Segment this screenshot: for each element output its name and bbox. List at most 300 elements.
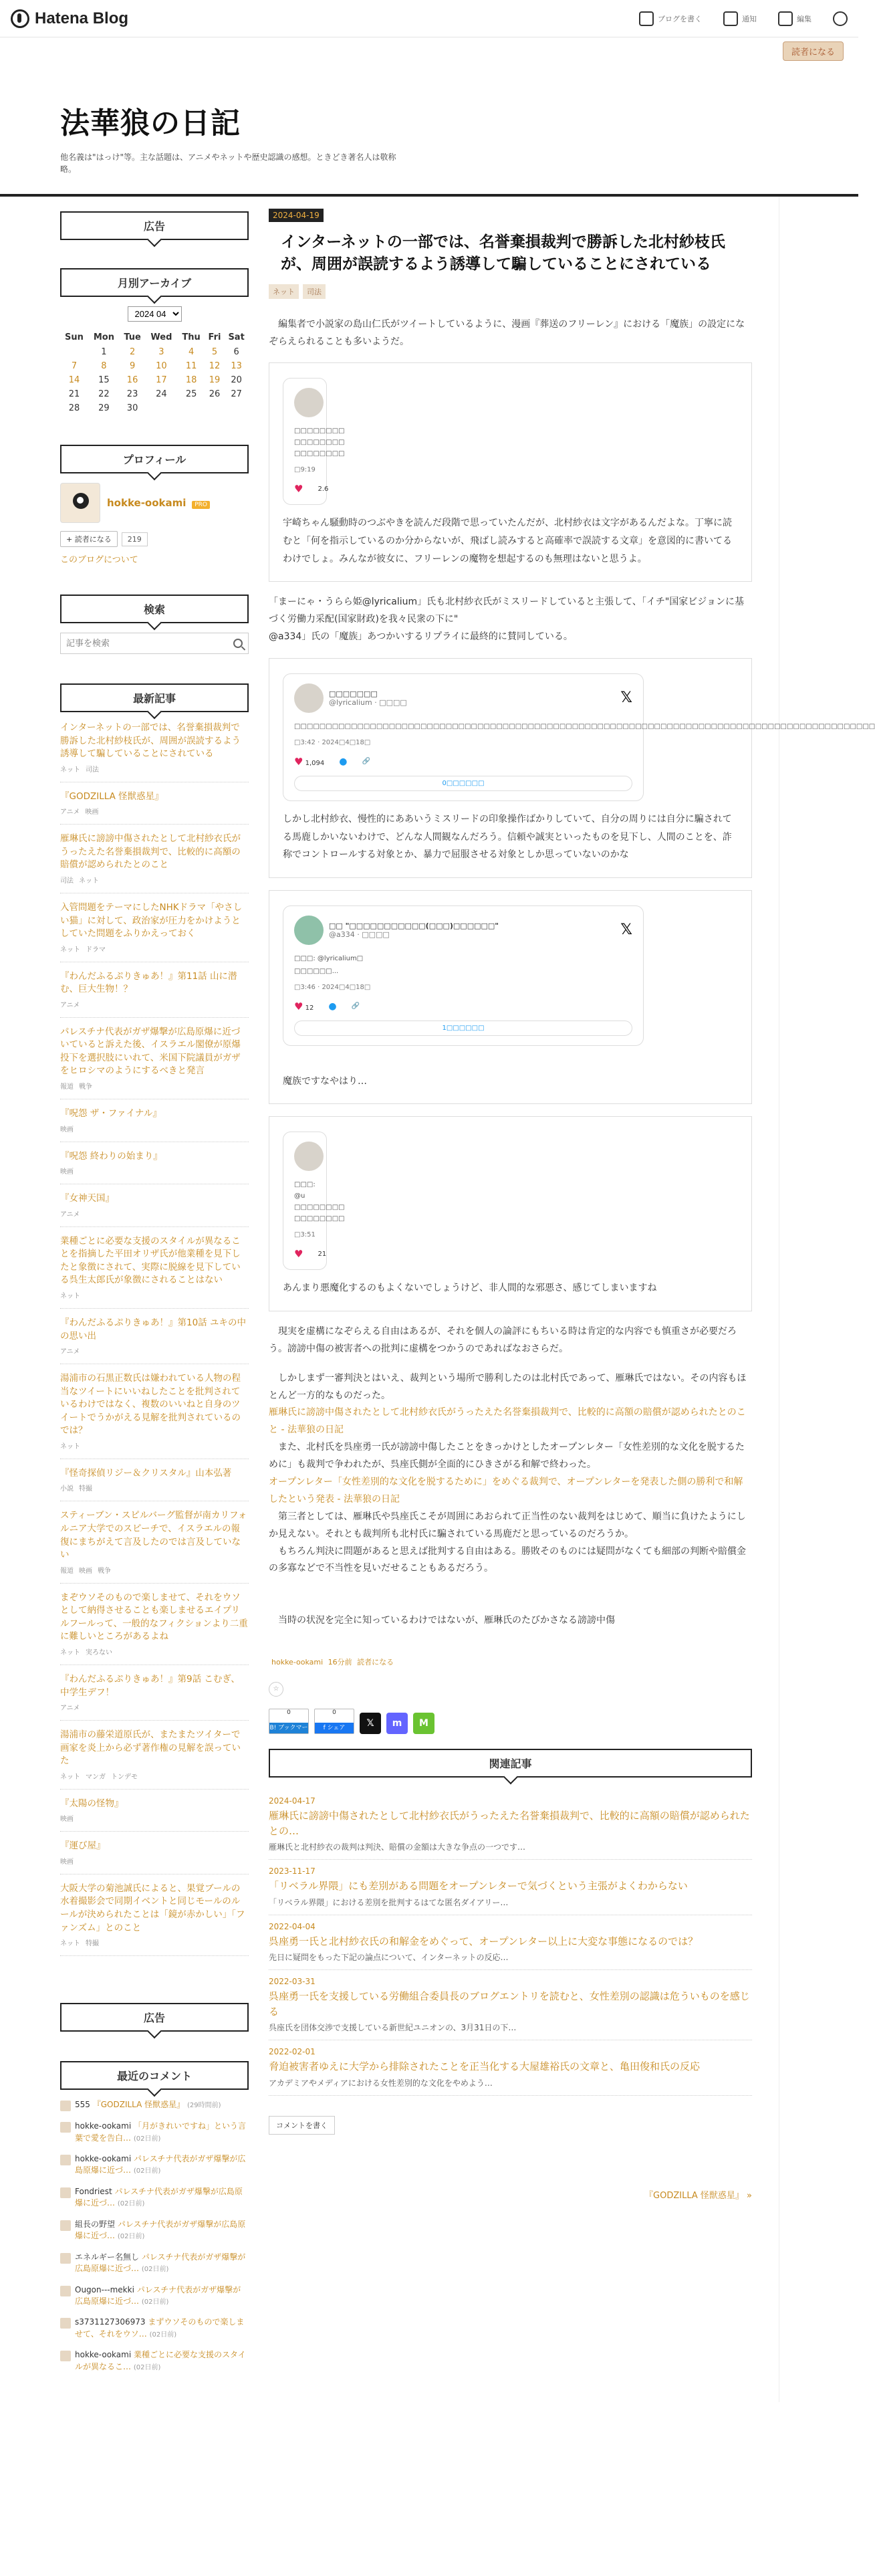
calendar-weekday: Thu [182, 332, 201, 342]
comment-post-link[interactable]: パレスチナ代表がガザ爆撃が広島原爆に近づ… [75, 2186, 243, 2208]
reply-icon[interactable]: ● [328, 1000, 337, 1012]
calendar-weekday: Sat [228, 332, 245, 342]
recent-post-categories [60, 1440, 249, 1451]
recent-post-categories [60, 1646, 249, 1656]
user-avatar-icon [60, 2101, 71, 2111]
tweet-reply-to: □□□: @lyricalium□ [294, 954, 364, 962]
recent-post-item [60, 1840, 249, 1874]
calendar-day[interactable]: 12 [209, 361, 221, 371]
recent-posts-list [60, 722, 249, 1956]
comment-time: (02日前) [141, 2298, 169, 2306]
comments-section [60, 2061, 249, 2373]
post-footer-meta [269, 1656, 752, 1667]
recent-post-categories [60, 1081, 249, 1091]
profile-section [60, 445, 249, 565]
profile-subscribe-row [60, 531, 249, 547]
profile-heading: プロフィール [60, 445, 249, 473]
comment-user[interactable]: hokke-ookami [75, 2121, 132, 2131]
category-link[interactable]: マンガ [86, 1773, 106, 1781]
recent-post-categories [60, 1813, 249, 1823]
category-link[interactable]: ネット [60, 1773, 80, 1781]
paragraph: また、北村氏を呉座勇一氏が謗謗中傷したことをきっかけとしたオープンレター「女性差別的な文化を脱するために」も裁判で争われたが、呉座氏側が全面的にひきさがる和解で終わった。 [269, 1442, 745, 1471]
calendar-day[interactable]: 2 [129, 347, 136, 357]
calendar-day[interactable]: 11 [185, 361, 197, 371]
calendar-weekday: Tue [124, 332, 141, 342]
tweet-text: □□□□□□□□ [294, 427, 345, 435]
calendar-day [145, 401, 177, 415]
comment-post-link[interactable]: 「月がきれいですね」という言葉で愛を告白… [75, 2121, 246, 2143]
embedded-tweet[interactable] [283, 905, 644, 1046]
heart-icon[interactable]: ♥ [294, 1000, 303, 1012]
facebook-share-button[interactable]: 0 f シェア [314, 1709, 354, 1734]
related-article [269, 2040, 752, 2096]
related-date: 2024-04-17 [269, 1796, 316, 1806]
recent-post-categories [60, 1346, 249, 1356]
post-title[interactable]: インターネットの一部では、名誉棄損裁判で勝訴した北村紗枝氏が、周囲が誤読するよう誘導して騙していることにされている [281, 233, 725, 274]
calendar-weekday: Wed [150, 332, 172, 342]
calendar-day: 26 [209, 389, 221, 399]
inline-link[interactable]: オープンレター「女性差別的な文化を脱するために」をめぐる裁判で、オープンレターを発表した側の勝利で和解したという発表 - 法華狼の日記 [269, 1477, 743, 1505]
comment-post-link[interactable]: パレスチナ代表がガザ爆撃が広島原爆に近づ… [75, 2219, 246, 2241]
calendar-day [178, 401, 205, 415]
read-replies-button[interactable]: 0□□□□□□ [294, 776, 632, 791]
category-link[interactable]: アニメ [60, 1210, 80, 1218]
blockquote [269, 890, 752, 1105]
comment-item [60, 2284, 249, 2308]
blockquote [269, 362, 752, 582]
calendar-weekday: Fri [208, 332, 221, 342]
category-link[interactable]: アニメ [60, 1705, 80, 1713]
recent-post-link[interactable]: 湯浦市の石黒正数氏は嫌われている人物の程当なツイートにいいねしたことを批判されているわけではなく、複数のいいねと自身のツイートでうかがえる見解を批判されているのでは？ [60, 1373, 241, 1436]
ad-heading: 広告 [60, 211, 249, 240]
comment-item [60, 2186, 249, 2210]
calendar-day: 28 [68, 403, 80, 413]
add-star-button[interactable]: ☆ [269, 1682, 283, 1697]
blog-header [0, 64, 858, 197]
related-title-link[interactable]: 脅迫被害者ゆえに大学から排除されたことを正当化する大屋雄裕氏の文章と、亀田俊和氏の反応 [269, 2060, 701, 2073]
search-box [60, 633, 249, 654]
subscribe-button[interactable]: 読者になる [783, 41, 844, 61]
recent-post-item [60, 1372, 249, 1459]
related-title-link[interactable]: 呉座勇一氏を支援している労働組合委員長のブログエントリを読むと、女性差別の認識は危ういものを感じる [269, 1990, 750, 2018]
recent-post-link[interactable]: 『わんだふるぷりきゅあ！』第9話 こむぎ、中学生デフ！ [60, 1673, 240, 1698]
tweet-author-name[interactable]: □□ "□□□□□□□□□□□(□□□)□□□□□□" [329, 921, 499, 930]
category-tag[interactable]: 司法 [303, 284, 326, 299]
related-title-link[interactable]: 呉座勇一氏と北村紗衣氏の和解金をめぐって、オープンレター以上に大変な事態になるのでは？ [269, 1935, 699, 1947]
comment-time: (02日前) [149, 2331, 177, 2339]
user-avatar-icon [60, 2122, 71, 2133]
comment-post-link[interactable]: パレスチナ代表がガザ爆撃が広島原爆に近づ… [75, 2284, 241, 2306]
paragraph: 現実を虚構になぞらえる自由はあるが、それを個人の論評にもちいる時は肯定的な内容でも慎重さが必要だろう。謗謗中傷の被害者への批判に虚構をつかうのであればなおさらだ。 [269, 1325, 737, 1354]
recent-post-link[interactable]: 『GODZILLA 怪獣惑星』 [60, 790, 164, 802]
heart-icon[interactable]: ♥ [294, 755, 303, 768]
category-link[interactable]: ネット [60, 946, 80, 954]
archive-month-select[interactable] [128, 306, 182, 322]
category-link[interactable]: 司法 [60, 877, 74, 885]
paragraph: 第三者としては、雁琳氏や呉座氏こそが周囲にあおられて正当性のない裁判をはじめて、順当に負けたようにしか見えない。それとも裁判所も北村氏に騙されている馬鹿だと思っているのだろうか。 [269, 1511, 746, 1539]
category-link[interactable]: 特撮 [79, 1485, 92, 1493]
tweet-handle[interactable]: @lyricalium · □□□□ [329, 697, 407, 707]
tweet-likes: 12 [305, 1004, 314, 1012]
calendar-day[interactable]: 4 [188, 347, 195, 357]
next-post-link[interactable]: 『GODZILLA 怪獣惑星』 » [644, 2190, 752, 2201]
category-link[interactable]: ネット [60, 1292, 80, 1300]
user-menu-button[interactable] [833, 11, 848, 26]
calendar-day[interactable]: 16 [126, 375, 138, 385]
quoted-text: 宇崎ちゃん騒動時のつぶやきを読んだ段階で思っていたんだが、北村紗衣は文字があるんだよな。丁寧に読むと「何を指示しているのか分からないが、飛ばし読みすると高確率で誤読する文章」を意図的に書いてるわけでしょ。みんなが彼女に、フリーレンの魔物を想起するのも無理はないと思うよ。 [283, 518, 732, 564]
bell-icon [723, 11, 738, 26]
recent-post-link[interactable]: 大阪大学の菊池誠氏によると、果覚ブールの水着撮影会で同期イベントと同じモールのルールが決められたことは「鏡が赤かしい」「ファンズム」とのこと [60, 1883, 245, 1933]
recent-post-link[interactable]: 『女神天国』 [60, 1193, 114, 1204]
calendar-day[interactable]: 14 [68, 375, 80, 385]
tweet-avatar [294, 683, 324, 713]
blockquote [269, 1116, 752, 1311]
post-date[interactable]: 2024-04-19 [269, 209, 324, 222]
reply-icon[interactable]: ● [339, 756, 348, 767]
paragraph: 当時の状況を完全に知っているわけではないが、雁琳氏のたびかさなる謗謗中傷 [278, 1615, 615, 1626]
comment-post-link[interactable]: パレスチナ代表がガザ爆撃が広島原爆に近づ… [75, 2252, 246, 2274]
mastodon-share-button[interactable] [386, 1713, 408, 1734]
comment-item [60, 2317, 249, 2340]
related-excerpt: 呉座氏を団体交渉で支援している新世紀ユニオンの、3月31日の下… [269, 2023, 517, 2033]
calendar-day[interactable]: 18 [185, 375, 197, 385]
permalink[interactable]: 16分前 [328, 1658, 352, 1667]
calendar-day[interactable]: 10 [156, 361, 167, 371]
recent-post-categories [60, 1208, 249, 1218]
calendar-day [60, 345, 88, 359]
category-link[interactable]: 映画 [79, 1567, 92, 1575]
recent-post-categories [60, 944, 249, 954]
share-buttons [269, 1709, 752, 1743]
ad2-section [60, 2003, 249, 2032]
subscribe-bar [0, 37, 858, 64]
category-link[interactable]: ネット [60, 1940, 80, 1948]
recent-post-link[interactable]: 入管問題をテーマにしたNHKドラマ「やさしい猫」に対して、政治家が圧力をかけようとしていた問題をふりかえっておく [60, 901, 243, 940]
recent-post-link[interactable]: 『運び屋』 [60, 1840, 106, 1852]
recent-post-categories [60, 1290, 249, 1300]
edit-icon [778, 11, 793, 26]
related-excerpt: 雁琳氏と北村紗衣の裁判は判決、賠償の金額は大きな争点の一つです… [269, 1842, 526, 1852]
recent-post-categories [60, 1166, 249, 1176]
calendar-day: 6 [233, 347, 239, 357]
search-heading: 検索 [60, 595, 249, 623]
comment-time: (02日前) [117, 2200, 145, 2208]
recent-post-link[interactable]: 湯浦市の藤栄道原氏が、またまたツイターで画家を炎上から必ず著作権の見解を誤っていた [60, 1729, 241, 1767]
embedded-tweet[interactable] [283, 378, 345, 505]
embedded-tweet[interactable] [283, 1132, 345, 1270]
comment-post-link[interactable]: パレスチナ代表がガザ爆撃が広島原爆に近づ… [75, 2154, 246, 2175]
hatena-bookmark-button[interactable]: 0 B! ブックマーク [269, 1709, 308, 1743]
comment-post-link[interactable]: 業種ごとに必要な支援のスタイルが異なるこ… [75, 2350, 246, 2371]
search-input[interactable] [66, 639, 213, 649]
post-categories [269, 284, 752, 299]
calendar-day: 20 [231, 375, 242, 385]
inline-link[interactable]: 雁琳氏に謗謗中傷されたとして北村紗衣氏がうったえた名誉棄損裁判で、比較的に高額の賠償が認められたとのこと - 法華狼の日記 [269, 1407, 746, 1436]
recent-post-categories [60, 1565, 249, 1575]
comment-user[interactable]: hokke-ookami [75, 2154, 132, 2164]
ad-section [60, 211, 249, 240]
category-link[interactable]: アニメ [60, 1348, 80, 1356]
recent-post-item [60, 1883, 249, 1956]
paragraph: もちろん判決に問題があると思えば批判する自由はある。勝敗そのものには疑問がなくても細部の判断や賠償金の多寡などで不当性を見いだせることもあるだろう。 [269, 1545, 746, 1574]
calendar-day: 21 [68, 389, 80, 399]
tweet-likes: 2.6 [318, 485, 329, 493]
profile-subscribe-button[interactable]: + 読者になる [60, 531, 118, 547]
header-actions [639, 11, 848, 26]
comment-time: (29時間前) [186, 2102, 221, 2110]
calendar-weekday: Sun [65, 332, 84, 342]
footer-subscribe-link[interactable]: 読者になる [357, 1658, 394, 1667]
user-avatar-icon [60, 2220, 71, 2231]
calendar-day: 23 [126, 389, 138, 399]
recent-post-categories [60, 1856, 249, 1866]
recent-post-item [60, 1235, 249, 1309]
facebook-count: 0 [332, 1709, 336, 1717]
comment-user[interactable]: Fondriest [75, 2186, 112, 2196]
related-date: 2023-11-17 [269, 1866, 316, 1876]
tweet-author-name[interactable]: □□□□□□□ [329, 689, 378, 698]
comment-item [60, 2349, 249, 2373]
calendar-day[interactable]: 17 [156, 375, 167, 385]
tweet-time[interactable]: □3:42 · 2024□4□18□ [294, 738, 371, 746]
recent-post-item [60, 833, 249, 893]
profile-card [60, 483, 249, 523]
user-avatar-icon [60, 2286, 71, 2296]
profile-name-link[interactable]: hokke-ookami [107, 497, 186, 509]
recent-post-link[interactable]: 『わんだふるぷりきゅあ！』第11話 山に潜む、巨大生物！？ [60, 970, 237, 995]
comment-user[interactable]: 555 [75, 2100, 90, 2110]
author-link[interactable]: hokke-ookami [271, 1658, 324, 1667]
related-list [269, 1790, 752, 2096]
recent-post-categories [60, 1123, 249, 1134]
recent-post-item [60, 1729, 249, 1790]
recent-post-link[interactable]: 雁琳氏に謗謗中傷されたとして北村紗衣氏がうったえた名誉棄損裁判で、比較的に高額の賠償が認められたとのこと [60, 833, 241, 871]
category-link[interactable]: 司法 [86, 766, 99, 774]
read-replies-button[interactable]: 1□□□□□□ [294, 1021, 632, 1036]
mastodon-icon: m [392, 1718, 402, 1729]
tweet-avatar [294, 1142, 324, 1171]
calendar-day[interactable]: 8 [101, 361, 107, 371]
paragraph: @a334」氏の「魔族」あつかいするリプライに最終的に賛同している。 [269, 631, 573, 643]
tweet-likes: 1,094 [305, 759, 325, 767]
recent-post-categories [60, 806, 249, 816]
related-date: 2022-03-31 [269, 1977, 316, 1987]
paragraph: 編集者で小説家の島山仁氏がツイートしているように、漫画『葬送のフリーレン』における「魔族」の設定になぞらえられることも多いようだ。 [269, 318, 745, 347]
recent-post-item [60, 1107, 249, 1142]
x-logo-icon[interactable]: 𝕏 [620, 922, 632, 939]
recent-post-link[interactable]: 『呪怨 終わりの始まり』 [60, 1150, 162, 1162]
calendar-day: 15 [98, 375, 110, 385]
recent-post-categories [60, 1937, 249, 1947]
paragraph: 「まーにゃ・うらら姫@lyricalium」氏も北村紗衣氏がミスリードしていると主張して、「イチ"国家ビジョンに基づく労働力采配(国家財政)を我々民衆の下に" [269, 597, 744, 625]
pro-badge: PRO [192, 501, 210, 509]
related-excerpt: アカデミアやメディアにおける女性差別的な文化をやめよう… [269, 2078, 493, 2088]
x-logo-icon[interactable]: 𝕏 [620, 689, 632, 707]
tweet-avatar [294, 916, 324, 945]
hatena-brand[interactable] [11, 9, 128, 28]
category-link[interactable]: 特撮 [86, 1940, 99, 1948]
misskey-share-button[interactable] [413, 1713, 434, 1734]
category-link[interactable]: ネット [60, 766, 80, 774]
category-link[interactable]: ネット [60, 1648, 80, 1656]
write-blog-button[interactable]: ブログを書く [639, 11, 702, 26]
calendar-day: 24 [156, 389, 167, 399]
related-article [269, 1860, 752, 1915]
related-heading: 関連記事 [269, 1749, 752, 1778]
calendar-day[interactable]: 9 [129, 361, 136, 371]
calendar-day: 30 [126, 403, 138, 413]
category-link[interactable]: アニメ [60, 809, 80, 817]
recent-post-link[interactable]: 『怪奇探偵リジー＆クリスタル』山本弘著 [60, 1467, 232, 1479]
comment-post-link[interactable]: 『GODZILLA 怪獣惑星』 [92, 2100, 185, 2110]
category-link[interactable]: 実ろない [86, 1648, 112, 1656]
tweet-handle[interactable]: @a334 · □□□□ [329, 930, 390, 939]
comment-time: (02日前) [133, 2135, 161, 2143]
recent-post-link[interactable]: パレスチナ代表がガザ爆撃が広島原爆に近づいていると訴えた後、イスラエル閣僚が原爆投下を選択肢にいれて、米国下院議員がガザをヒロシマのようにするべきと発言 [60, 1026, 241, 1077]
recent-post-item [60, 790, 249, 825]
category-link[interactable]: ネット [60, 1442, 80, 1451]
related-title-link[interactable]: 雁琳氏に謗謗中傷されたとして北村紗衣氏がうったえた名誉棄損裁判で、比較的に高額の賠償が認められたとの… [269, 1810, 750, 1837]
recent-post-categories [60, 875, 249, 885]
calendar-day [224, 401, 249, 415]
related-title-link[interactable]: 「リベラル界隈」にも差別がある問題をオープンレターで気づくという主張がよくわからない [269, 1880, 688, 1893]
calendar-day[interactable]: 19 [209, 375, 221, 385]
recent-post-item [60, 1467, 249, 1502]
recent-post-link[interactable]: 『呪怨 ザ・ファイナル』 [60, 1108, 162, 1119]
recent-post-link[interactable]: 業種ごとに必要な支援のスタイルが異なることを指摘した平田オリザ氏が他業種を見下したと象徴にされて、実際に脱線を見下している呉生太郎氏が象徴にされることはない [60, 1235, 241, 1286]
embedded-tweet[interactable] [283, 673, 875, 801]
heart-icon[interactable]: ♥ [294, 483, 303, 496]
recent-post-link[interactable]: 『太陽の怪物』 [60, 1798, 124, 1809]
x-share-button[interactable] [360, 1713, 381, 1734]
tweet-time[interactable]: □3:46 · 2024□4□18□ [294, 983, 371, 991]
calendar-day[interactable]: 3 [158, 347, 164, 357]
quoted-text: あんまり悪魔化するのもよくないでしょうけど、非人間的な邪悪さ、感じてしまいますね [283, 1283, 657, 1294]
comment-time: (02日前) [117, 2233, 145, 2241]
category-link[interactable]: 映画 [85, 809, 99, 817]
recent-post-item [60, 722, 249, 782]
recent-post-link[interactable]: インターネットの一部では、名誉棄損裁判で勝訴した北村紗枝氏が、周囲が誤読するよう誘導して騙していることにされている [60, 722, 241, 760]
tweet-likes: 21 [318, 1250, 327, 1258]
user-avatar-icon [60, 2187, 71, 2198]
user-avatar-icon [60, 2351, 71, 2361]
related-date: 2022-04-04 [269, 1921, 316, 1931]
recent-post-categories [60, 764, 249, 774]
comment-item [60, 2099, 249, 2111]
tweet-text: □□□□□□□□ [294, 439, 345, 447]
calendar-day [205, 401, 225, 415]
recent-post-link[interactable]: スティーブン・スピルバーグ監督が南カリフォルニア大学でのスピーチで、イスラエルの報復にまちがえて言及したのでは言及していない [60, 1510, 247, 1561]
calendar-day: 29 [98, 403, 110, 413]
comment-user[interactable]: エネルギー名無し [75, 2252, 140, 2262]
comment-user[interactable]: Ougon---mekki [75, 2284, 134, 2294]
category-link[interactable]: 映画 [60, 1125, 74, 1134]
tweet-text: □□□: @u [294, 1181, 316, 1200]
recent-post-item [60, 1673, 249, 1721]
tweet-avatar [294, 388, 324, 417]
tweet-text: □□□□□□□□ [294, 450, 345, 458]
archive-calendar [60, 330, 249, 415]
category-link[interactable]: トンデモ [111, 1773, 138, 1781]
category-link[interactable]: ドラマ [86, 946, 106, 954]
category-link[interactable]: 報道 [60, 1083, 74, 1091]
tweet-text: □□□□□□□□ [294, 1204, 345, 1212]
hatena-logo-icon [11, 9, 29, 28]
category-link[interactable]: 映画 [60, 1858, 74, 1866]
comment-item [60, 2121, 249, 2144]
comment-time: (02日前) [133, 2167, 161, 2175]
write-comment-button[interactable]: コメントを書く [269, 2116, 335, 2135]
edit-button[interactable]: 編集 [778, 11, 811, 26]
recent-posts-section [60, 683, 249, 1956]
category-link[interactable]: 小説 [60, 1485, 74, 1493]
heart-icon[interactable]: ♥ [294, 1248, 303, 1261]
blog-description: 他名義は"はっけ"等。主な話題は、アニメやネットや歴史認識の感想。ときどき著名人は敬称略。 [60, 152, 396, 174]
paragraph: しかしまず一審判決とはいえ、裁判という場所で勝利したのは北村氏であって、雁琳氏ではない。その内容もほとんど一方的なものだった。 [269, 1372, 747, 1401]
calendar-day[interactable]: 13 [231, 361, 242, 371]
recent-post-item [60, 1317, 249, 1364]
recent-post-link[interactable]: まぞウソそのもので楽しませて、それをウソとして納得させることも楽しませるエイプリルフールって、一般的なフィクションより二重に難しいところがあるよね [60, 1592, 248, 1642]
recent-post-item [60, 1192, 249, 1227]
recent-post-item [60, 970, 249, 1018]
notifications-button[interactable]: 通知 [723, 11, 757, 26]
category-tag[interactable]: ネット [269, 284, 299, 299]
recent-post-categories [60, 1771, 249, 1781]
quoted-text: 魔族ですなやはり… [283, 1075, 367, 1087]
related-date: 2022-02-01 [269, 2047, 316, 2057]
calendar-day: 22 [98, 389, 110, 399]
recent-post-item [60, 1592, 249, 1665]
category-link[interactable]: 戦争 [79, 1083, 92, 1091]
category-link[interactable]: アニメ [60, 1001, 80, 1009]
archive-section [60, 268, 249, 415]
content-wrap [0, 197, 875, 2402]
comment-time: (02日前) [133, 2363, 161, 2371]
misskey-icon: M [419, 1718, 428, 1729]
category-link[interactable]: 映画 [60, 1168, 74, 1176]
comment-post-link[interactable]: まずウソそのもので楽しませて、それをウソ… [75, 2317, 245, 2339]
recent-post-categories [60, 999, 249, 1009]
tweet-text: □□□□□□□□□□□□□□□□□□□□□□□□□□□□□□□□□□□□□□□□□□□□□□□□□□□□□□□□□□□□□□□□□□□□□□□□□□□□□□□□□□□□□□□□□□□□ [294, 722, 875, 730]
recent-post-link[interactable]: 『わんだふるぷりきゅあ！』第10話 ユキの中の思い出 [60, 1317, 246, 1341]
category-link[interactable]: 報道 [60, 1567, 74, 1575]
blog-title[interactable]: 法華狼の日記 [60, 106, 241, 140]
avatar[interactable] [60, 483, 100, 523]
recent-post-categories [60, 1483, 249, 1493]
category-link[interactable]: ネット [79, 877, 99, 885]
link-icon[interactable]: 🔗 [362, 758, 370, 766]
comment-time: (02日前) [141, 2266, 169, 2274]
category-link[interactable]: 映画 [60, 1816, 74, 1824]
calendar-day[interactable]: 7 [71, 361, 78, 371]
related-article [269, 1970, 752, 2040]
about-blog-link[interactable]: このブログについて [60, 555, 138, 565]
quoted-text: しかし北村紗衣、慢性的にああいうミスリードの印象操作ばかりしていて、自分の周りには自分に騙されてる馬鹿しかいないわけで、どんな人間観なんだろう。信頼や誠実といったものを見下し、人間のことを、詐称でコントロールする対象とか、暴力で屈服させる対象としか思っていないのかな [283, 813, 732, 861]
recent-post-item [60, 1150, 249, 1185]
search-icon[interactable] [233, 639, 243, 648]
recent-post-item [60, 1509, 249, 1583]
comment-user[interactable]: 組長の野望 [75, 2219, 116, 2229]
pencil-icon [639, 11, 654, 26]
related-articles-section [269, 1749, 752, 2096]
link-icon[interactable]: 🔗 [351, 1002, 360, 1010]
calendar-day[interactable]: 5 [211, 347, 218, 357]
comment-user[interactable]: hokke-ookami [75, 2350, 132, 2360]
comments-heading: 最近のコメント [60, 2061, 249, 2090]
related-article [269, 1790, 752, 1860]
comment-user[interactable]: s3731127306973 [75, 2317, 146, 2327]
category-link[interactable]: 戦争 [98, 1567, 111, 1575]
